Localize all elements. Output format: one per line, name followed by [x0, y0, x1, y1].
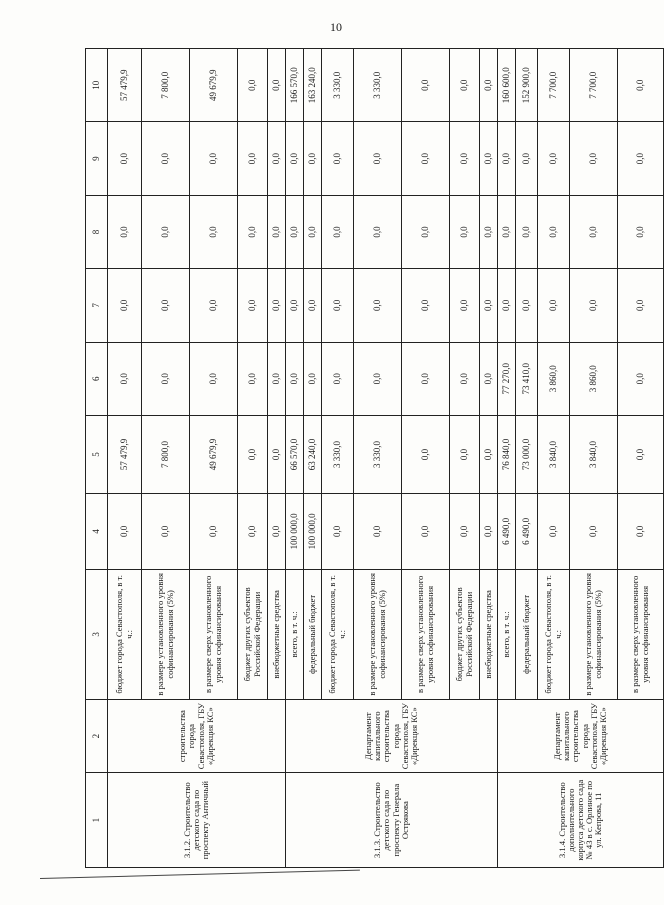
value-cell: 0,0 [618, 342, 664, 415]
value-cell: 49 679,9 [190, 49, 238, 122]
value-cell: 0,0 [108, 122, 142, 195]
value-cell: 3 330,0 [322, 415, 354, 493]
value-cell: 57 479,9 [108, 415, 142, 493]
value-cell: 0,0 [498, 122, 516, 195]
value-cell: 0,0 [268, 494, 286, 570]
funding-source: бюджет других субъектов Российской Федерации [238, 569, 268, 699]
funding-source: федеральный бюджет [516, 569, 538, 699]
value-cell: 0,0 [450, 269, 480, 342]
value-cell: 163 240,0 [304, 49, 322, 122]
value-cell: 0,0 [402, 494, 450, 570]
value-cell: 7 700,0 [570, 49, 618, 122]
header-cell: 8 [86, 195, 108, 268]
value-cell: 0,0 [618, 269, 664, 342]
value-cell: 7 700,0 [538, 49, 570, 122]
value-cell: 0,0 [108, 269, 142, 342]
value-cell: 0,0 [618, 494, 664, 570]
value-cell: 0,0 [238, 122, 268, 195]
value-cell: 0,0 [402, 415, 450, 493]
value-cell: 0,0 [450, 342, 480, 415]
value-cell: 0,0 [570, 195, 618, 268]
value-cell: 0,0 [516, 269, 538, 342]
header-cell: 6 [86, 342, 108, 415]
value-cell: 0,0 [322, 494, 354, 570]
value-cell: 3 330,0 [322, 49, 354, 122]
header-cell: 9 [86, 122, 108, 195]
value-cell: 0,0 [402, 342, 450, 415]
value-cell: 0,0 [354, 269, 402, 342]
value-cell: 0,0 [238, 195, 268, 268]
value-cell: 0,0 [322, 269, 354, 342]
funding-source: всего, в т. ч.: [286, 569, 304, 699]
header-row [86, 49, 108, 868]
value-cell: 0,0 [142, 269, 190, 342]
value-cell: 0,0 [268, 269, 286, 342]
value-cell: 0,0 [480, 269, 498, 342]
value-cell: 0,0 [108, 494, 142, 570]
value-cell: 0,0 [618, 122, 664, 195]
value-cell: 7 800,0 [142, 49, 190, 122]
value-cell: 0,0 [570, 122, 618, 195]
object-name: 3.1.2. Строительство детского сада по проспекту Античный [108, 773, 286, 868]
funding-source: бюджет города Севастополя, в т. ч.: [108, 569, 142, 699]
value-cell: 0,0 [268, 415, 286, 493]
value-cell: 0,0 [402, 122, 450, 195]
value-cell: 0,0 [480, 195, 498, 268]
value-cell: 0,0 [354, 195, 402, 268]
value-cell: 0,0 [450, 415, 480, 493]
value-cell: 0,0 [304, 269, 322, 342]
value-cell: 0,0 [538, 195, 570, 268]
table-row [108, 49, 142, 868]
header-cell: 3 [86, 569, 108, 699]
object-executor: строительства города Севастополя, ГБУ «Дирекция КС» [108, 699, 286, 772]
value-cell: 3 330,0 [354, 415, 402, 493]
value-cell: 6 490,0 [498, 494, 516, 570]
value-cell: 0,0 [570, 269, 618, 342]
value-cell: 166 570,0 [286, 49, 304, 122]
rotated-table-container [85, 48, 650, 868]
value-cell: 0,0 [354, 122, 402, 195]
object-name: 3.1.3. Строительство детского сада по проспекту Генерала Острякова [286, 773, 498, 868]
value-cell: 0,0 [450, 122, 480, 195]
value-cell: 0,0 [480, 415, 498, 493]
value-cell: 0,0 [354, 494, 402, 570]
value-cell: 0,0 [190, 269, 238, 342]
value-cell: 3 840,0 [538, 415, 570, 493]
value-cell: 0,0 [238, 342, 268, 415]
value-cell: 0,0 [538, 122, 570, 195]
value-cell: 3 860,0 [538, 342, 570, 415]
value-cell: 77 270,0 [498, 342, 516, 415]
funding-source: в размере сверх установленного уровня софинансирования [190, 569, 238, 699]
value-cell: 0,0 [268, 195, 286, 268]
value-cell: 0,0 [142, 494, 190, 570]
funding-source: внебюджетные средства [480, 569, 498, 699]
value-cell: 57 479,9 [108, 49, 142, 122]
value-cell: 0,0 [286, 269, 304, 342]
header-cell: 7 [86, 269, 108, 342]
value-cell: 0,0 [480, 122, 498, 195]
funding-source: федеральный бюджет [304, 569, 322, 699]
value-cell: 3 330,0 [354, 49, 402, 122]
table-row [498, 49, 516, 868]
header-cell: 5 [86, 415, 108, 493]
value-cell: 63 240,0 [304, 415, 322, 493]
table-row [286, 49, 304, 868]
value-cell: 100 000,0 [286, 494, 304, 570]
value-cell: 0,0 [498, 269, 516, 342]
value-cell: 0,0 [570, 494, 618, 570]
funding-source: внебюджетные средства [268, 569, 286, 699]
value-cell: 76 840,0 [498, 415, 516, 493]
value-cell: 0,0 [238, 494, 268, 570]
value-cell: 0,0 [402, 269, 450, 342]
value-cell: 0,0 [238, 269, 268, 342]
value-cell: 0,0 [450, 494, 480, 570]
value-cell: 0,0 [450, 49, 480, 122]
value-cell: 66 570,0 [286, 415, 304, 493]
value-cell: 0,0 [108, 342, 142, 415]
value-cell: 0,0 [268, 122, 286, 195]
value-cell: 0,0 [286, 122, 304, 195]
value-cell: 0,0 [450, 195, 480, 268]
value-cell: 49 679,9 [190, 415, 238, 493]
value-cell: 0,0 [268, 49, 286, 122]
value-cell: 0,0 [618, 49, 664, 122]
value-cell: 0,0 [238, 415, 268, 493]
page-number: 10 [330, 20, 342, 34]
funding-table [85, 48, 664, 868]
value-cell: 0,0 [618, 195, 664, 268]
value-cell: 0,0 [322, 122, 354, 195]
object-name: 3.1.4. Строительство дополнительного корпуса детского сада № 43 в с. Орлиное по ул. Кепрова, 11 [498, 773, 664, 868]
header-cell: 1 [86, 773, 108, 868]
value-cell: 0,0 [286, 195, 304, 268]
value-cell: 100 000,0 [304, 494, 322, 570]
value-cell: 0,0 [142, 342, 190, 415]
value-cell: 160 600,0 [498, 49, 516, 122]
value-cell: 0,0 [322, 342, 354, 415]
value-cell: 0,0 [142, 195, 190, 268]
value-cell: 0,0 [354, 342, 402, 415]
value-cell: 0,0 [480, 49, 498, 122]
value-cell: 0,0 [190, 342, 238, 415]
value-cell: 0,0 [480, 342, 498, 415]
value-cell: 0,0 [304, 342, 322, 415]
funding-source: бюджет города Севастополя, в т. ч.: [538, 569, 570, 699]
funding-source: в размере сверх установленного уровня софинансирования [402, 569, 450, 699]
scan-edge-line [40, 870, 360, 879]
funding-source: всего, в т. ч.: [498, 569, 516, 699]
value-cell: 0,0 [402, 49, 450, 122]
header-cell: 4 [86, 494, 108, 570]
funding-source: в размере сверх установленного уровня софинансирования [618, 569, 664, 699]
funding-source: бюджет города Севастополя, в т. ч.: [322, 569, 354, 699]
value-cell: 73 410,0 [516, 342, 538, 415]
value-cell: 3 860,0 [570, 342, 618, 415]
value-cell: 6 490,0 [516, 494, 538, 570]
value-cell: 0,0 [190, 494, 238, 570]
object-executor: Департамент капитального строительства города Севастополя, ГБУ «Дирекция КС» [286, 699, 498, 772]
value-cell: 0,0 [190, 122, 238, 195]
value-cell: 73 000,0 [516, 415, 538, 493]
header-cell: 10 [86, 49, 108, 122]
funding-source: бюджет других субъектов Российской Федерации [450, 569, 480, 699]
value-cell: 7 800,0 [142, 415, 190, 493]
value-cell: 0,0 [498, 195, 516, 268]
funding-source: в размере установленного уровня софинансирования (5%) [570, 569, 618, 699]
value-cell: 152 900,0 [516, 49, 538, 122]
value-cell: 0,0 [190, 195, 238, 268]
value-cell: 0,0 [618, 415, 664, 493]
object-executor: Департамент капитального строительства города Севастополя, ГБУ «Дирекция КС» [498, 699, 664, 772]
value-cell: 0,0 [268, 342, 286, 415]
value-cell: 0,0 [108, 195, 142, 268]
value-cell: 0,0 [238, 49, 268, 122]
value-cell: 0,0 [286, 342, 304, 415]
value-cell: 0,0 [516, 195, 538, 268]
value-cell: 0,0 [304, 122, 322, 195]
value-cell: 0,0 [538, 269, 570, 342]
funding-source: в размере установленного уровня софинансирования (5%) [354, 569, 402, 699]
value-cell: 3 840,0 [570, 415, 618, 493]
value-cell: 0,0 [304, 195, 322, 268]
funding-source: в размере установленного уровня софинансирования (5%) [142, 569, 190, 699]
value-cell: 0,0 [480, 494, 498, 570]
value-cell: 0,0 [322, 195, 354, 268]
value-cell: 0,0 [538, 494, 570, 570]
header-cell: 2 [86, 699, 108, 772]
value-cell: 0,0 [142, 122, 190, 195]
value-cell: 0,0 [402, 195, 450, 268]
value-cell: 0,0 [516, 122, 538, 195]
